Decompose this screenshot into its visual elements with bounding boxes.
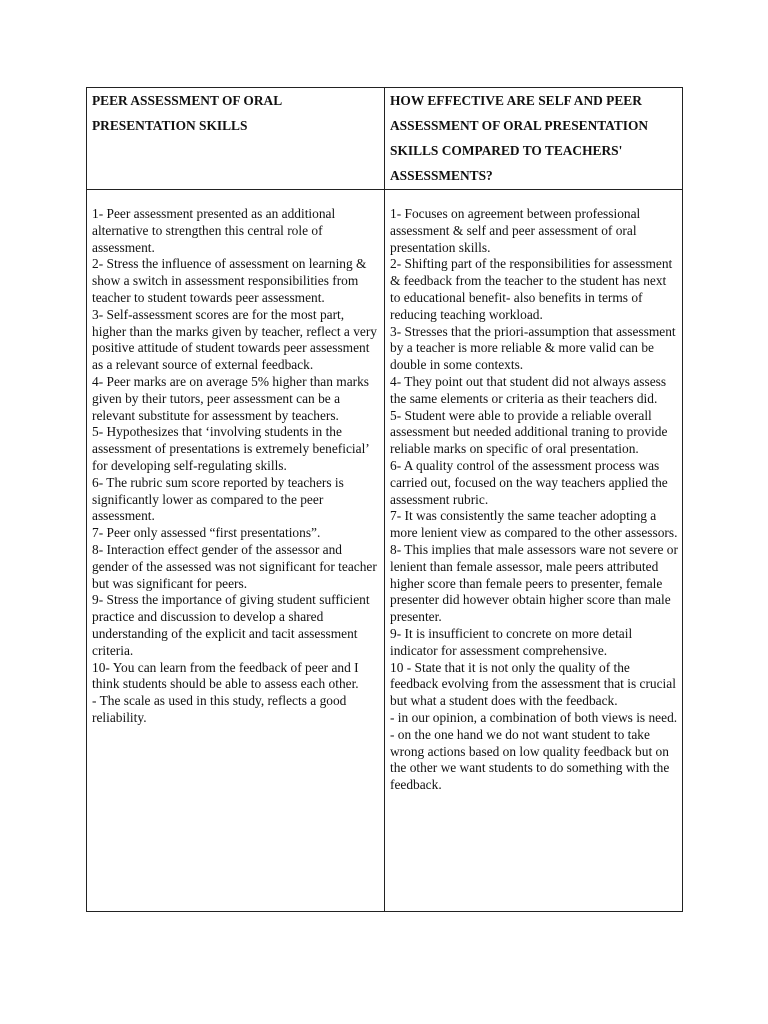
right-item: 5- Student were able to provide a reliable overall assessment but needed additional traning to provide reliable marks on specific of oral presentation. xyxy=(390,407,668,457)
right-item: 4- They point out that student did not always assess the same elements or criteria as their teachers did. xyxy=(390,373,667,406)
left-item: 7- Peer only assessed “first presentations”. xyxy=(92,525,321,541)
left-item: 1- Peer assessment presented as an additional alternative to strengthen this central role of assessment. xyxy=(92,206,336,255)
left-item: - The scale as used in this study, reflects a good reliability. xyxy=(92,693,347,725)
left-column-body xyxy=(87,190,384,911)
right-item: - in our opinion, a combination of both views is need. xyxy=(390,709,678,725)
left-item: 9- Stress the importance of giving student sufficient practice and discussion to develop a shared understanding of the explicit and tacit assessment criteria. xyxy=(92,592,370,658)
right-item: 2- Shifting part of the responsibilities for assessment & feedback from the teacher to the student has next to educational benefit- also benefits in terms of reducing teaching workload. xyxy=(390,256,673,322)
right-item: 9- It is insufficient to concrete on more detail indicator for assessment comprehensive. xyxy=(390,625,633,658)
comparison-table xyxy=(86,87,683,912)
left-item: 4- Peer marks are on average 5% higher than marks given by their tutors, peer assessment can be a relevant substitute for assessment by teachers. xyxy=(92,373,369,423)
right-item: 1- Focuses on agreement between professional assessment & self and peer assessment of oral presentation skills. xyxy=(390,206,641,255)
right-item: 8- This implies that male assessors ware not severe or lenient than female assessor, male peers attributed higher score than female peers to presenter, female presenter did however obtain higher score than male presenter. xyxy=(390,541,678,625)
right-item: 10 - State that it is not only the quality of the feedback evolving from the assessment that is crucial but what a student does with the feedback. xyxy=(390,659,676,709)
left-item: 3- Self-assessment scores are for the most part, higher than the marks given by teacher, reflect a very positive attitude of student towards peer assessment as a relevant source of external feedback. xyxy=(92,306,378,373)
right-item: 3- Stresses that the priori-assumption that assessment by a teacher is more reliable & more valid can be double in some contexts. xyxy=(390,323,676,373)
right-item: 7- It was consistently the same teacher adopting a more lenient view as compared to the other assessors. xyxy=(390,508,678,541)
left-item: 8- Interaction effect gender of the assessor and gender of the assessed was not significant for teacher but was significant for peers. xyxy=(92,541,377,591)
left-item: 2- Stress the influence of assessment on learning & show a switch in assessment responsibilities from teacher to student towards peer assessment. xyxy=(92,256,367,305)
right-column-header: HOW EFFECTIVE ARE SELF AND PEER ASSESSMENT OF ORAL PRESENTATION SKILLS COMPARED TO TEACHERS' ASSESSMENTS? xyxy=(390,93,649,183)
right-item: - on the one hand we do not want student to take wrong actions based on low quality feedback but on the other we want students to do something with the feedback. xyxy=(390,726,670,793)
left-item: 5- Hypothesizes that ‘involving students in the assessment of presentations is extremely beneficial’ for developing self-regulating skills. xyxy=(92,424,369,473)
right-column-body xyxy=(385,190,683,911)
left-item: 6- The rubric sum score reported by teachers is significantly lower as compared to the peer assessment. xyxy=(92,474,344,524)
right-item: 6- A quality control of the assessment process was carried out, focused on the way teachers applied the assessment rubric. xyxy=(390,457,668,507)
left-item: 10- You can learn from the feedback of peer and I think students should be able to assess each other. xyxy=(92,659,359,692)
left-column-header: PEER ASSESSMENT OF ORAL PRESENTATION SKILLS xyxy=(92,93,282,133)
